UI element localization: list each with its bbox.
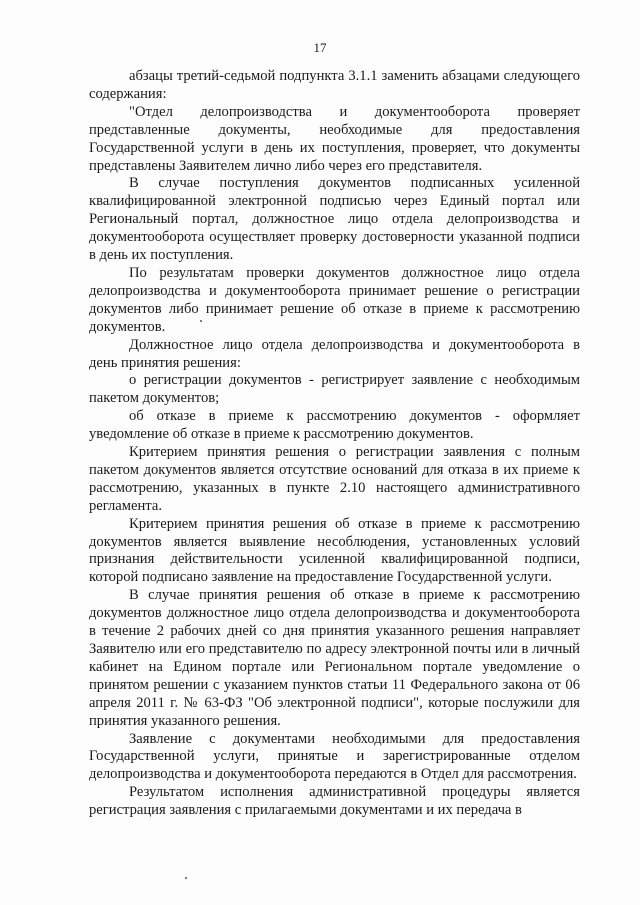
paragraph: Критерием принятия решения об отказе в приеме к рассмотрению документов является выявление несоблюдения, установленных условий признания действительности усиленной квалифицированной подписи, которой подписано заявление на предоставление Государственной услуги. xyxy=(89,515,580,586)
paragraph: В случае поступления документов подписанных усиленной квалифицированной электронной подписью через Единый портал или Региональный портал, должностное лицо отдела делопроизводства и документооборота осуществляет проверку достоверности указанной подписи в день их поступления. xyxy=(89,175,580,264)
paragraph: "Отдел делопроизводства и документооборота проверяет представленные документы, необходимые для предоставления Государственной услуги в день их поступления, проверяет, что документы представлены Заявителем лично либо через его представителя. xyxy=(89,103,580,174)
paragraph: Результатом исполнения административной процедуры является регистрация заявления с прилагаемыми документами и их передача в xyxy=(89,784,580,819)
paragraph: В случае принятия решения об отказе в приеме к рассмотрению документов должностное лицо отдела делопроизводства и документооборота в течение 2 рабочих дней со дня принятия указанного решения направляет Заявителю или его представителю по адресу электронной почты или в личный кабинет на Едином портале или Региональном портале уведомление о принятом решении с указанием пунктов статьи 11 Федерального закона от 06 апреля 2011 г. № 63-ФЗ "Об электронной подписи", которые послужили для принятия указанного решения. xyxy=(89,587,580,729)
paragraph: абзацы третий-седьмой подпункта 3.1.1 заменить абзацами следующего содержания: xyxy=(89,68,580,102)
document-body xyxy=(89,68,580,820)
paragraph: По результатам проверки документов должностное лицо отдела делопроизводства и документооборота принимает решение о регистрации документов либо принимает решение об отказе в приеме к рассмотрению документов. xyxy=(89,264,580,335)
scan-speck xyxy=(200,320,202,322)
scan-speck xyxy=(185,877,187,879)
page-number: 17 xyxy=(313,40,327,55)
paragraph: Заявление с документами необходимыми для предоставления Государственной услуги, принятые и зарегистрированные отделом делопроизводства и документооборота передаются в Отдел для рассмотрения. xyxy=(89,730,580,783)
paragraph: об отказе в приеме к рассмотрению документов - оформляет уведомление об отказе в приеме к рассмотрению документов. xyxy=(89,408,580,443)
paragraph: о регистрации документов - регистрирует заявление с необходимым пакетом документов; xyxy=(89,372,580,407)
paragraph: Критерием принятия решения о регистрации заявления с полным пакетом документов является отсутствие оснований для отказа в их приеме к рассмотрению, указанных в пункте 2.10 настоящего административного регламента. xyxy=(89,444,580,514)
paragraph: Должностное лицо отдела делопроизводства и документооборота в день принятия решения: xyxy=(89,336,580,371)
